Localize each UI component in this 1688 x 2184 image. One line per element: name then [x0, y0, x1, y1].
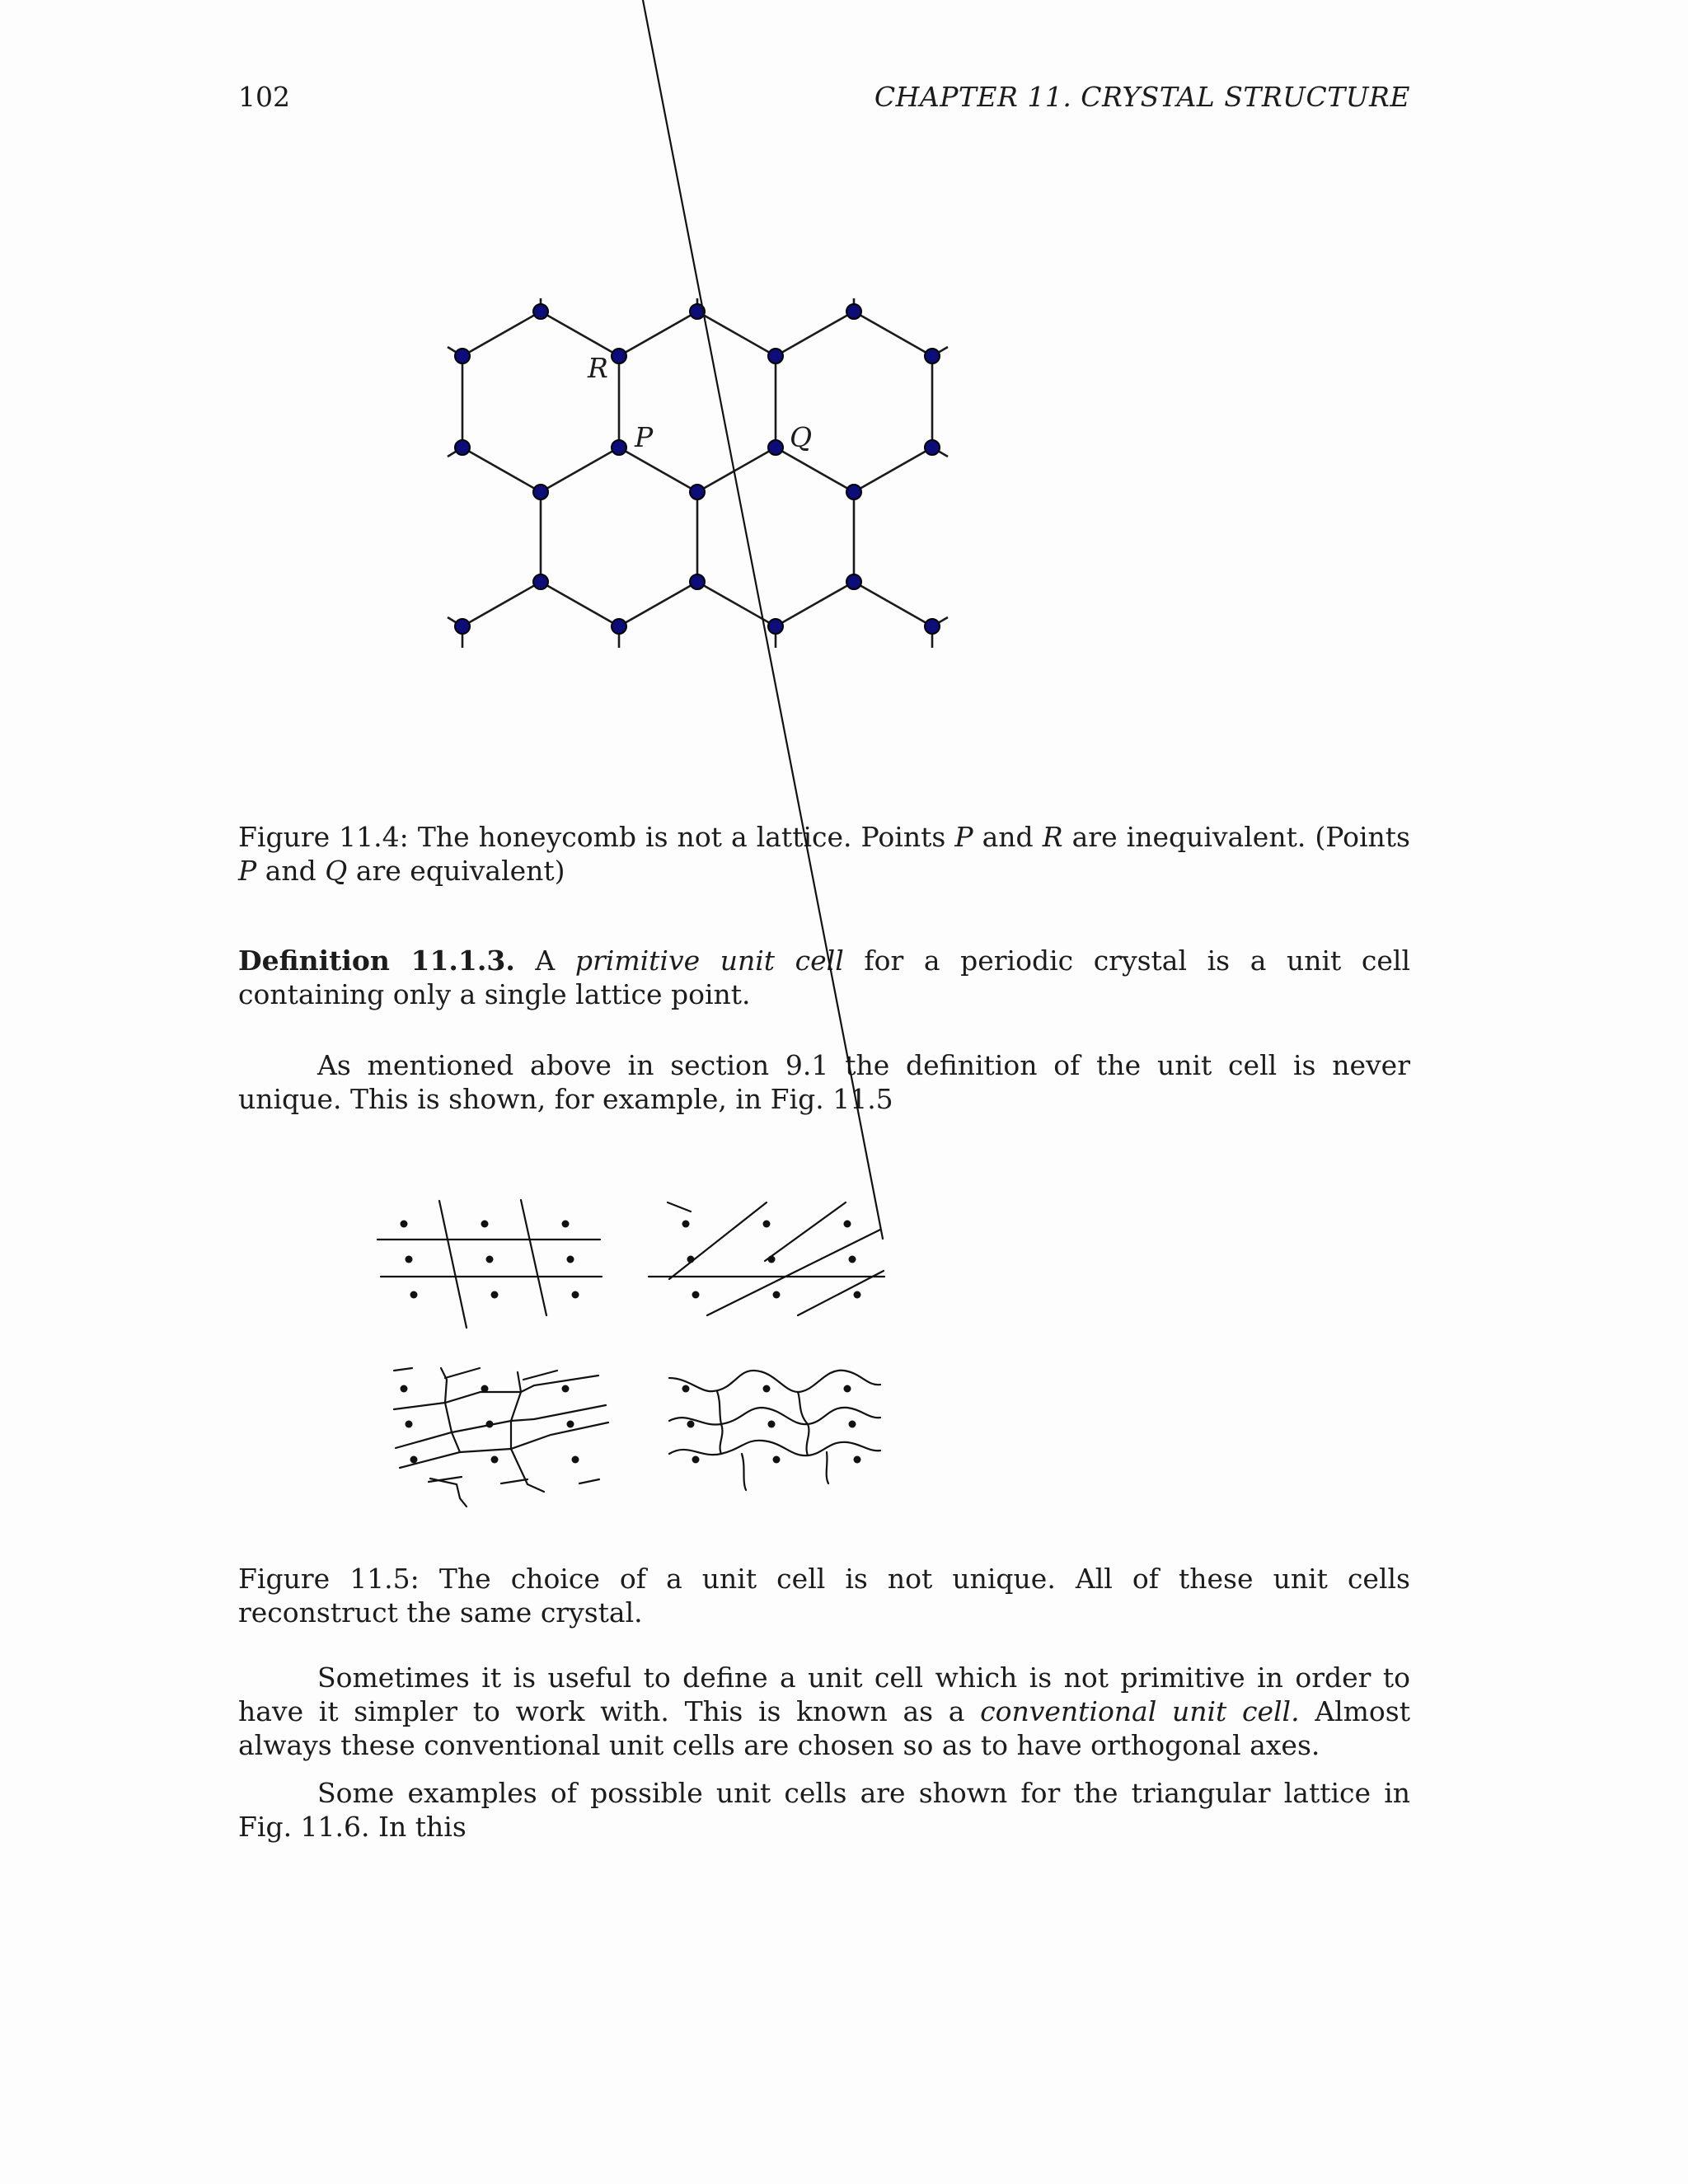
lattice-point: [692, 1456, 700, 1464]
definition-11-1-3: Definition 11.1.3. A primitive unit cell for a periodic crystal is a unit cell containing only a single lattice point.: [238, 944, 1411, 1010]
lattice-point: [768, 1256, 776, 1263]
lattice-point: [844, 1385, 851, 1393]
lattice-point: [562, 1221, 570, 1228]
lattice-point: [481, 1385, 489, 1393]
lattice-point: [687, 1256, 695, 1263]
lattice-point: [682, 1385, 690, 1393]
lattice-point: [410, 1456, 418, 1464]
lattice-point: [849, 1421, 856, 1428]
lattice-point: [406, 1256, 413, 1263]
unit-cells-panel-1: [377, 1200, 602, 1328]
lattice-point: [406, 1421, 413, 1428]
lattice-point: [763, 1385, 771, 1393]
lattice-point: [401, 1385, 408, 1393]
unit-cells-panel-3: [394, 1368, 608, 1507]
lattice-point: [773, 1291, 781, 1299]
lattice-point: [768, 1421, 776, 1428]
figure-11-4-caption: Figure 11.4: The honeycomb is not a lattice. Points P and R are inequivalent. (Points P and Q are equivalent): [238, 821, 1410, 887]
lattice-point: [849, 1256, 856, 1263]
paragraph-conventional-unit-cell: Sometimes it is useful to define a unit cell which is not primitive in order to have it simpler to work with. This is known as a conventional unit cell. Almost always these conventional unit cells are chosen so as to have orthogonal axes.: [238, 1661, 1410, 1761]
lattice-point: [491, 1456, 499, 1464]
lattice-point: [687, 1421, 695, 1428]
lattice-point: [410, 1291, 418, 1299]
lattice-point: [854, 1291, 861, 1299]
lattice-point: [763, 1221, 771, 1228]
lattice-point: [572, 1291, 579, 1299]
lattice-point: [567, 1256, 574, 1263]
paragraph-unit-cell-not-unique: As mentioned above in section 9.1 the definition of the unit cell is never unique. This is shown, for example, in Fig. 11.5: [238, 1049, 1410, 1115]
unit-cell-lattice-points: [401, 1221, 861, 1464]
figure-11-5-caption: Figure 11.5: The choice of a unit cell is not unique. All of these unit cells reconstruct the same crystal.: [238, 1563, 1410, 1629]
lattice-point: [572, 1456, 579, 1464]
lattice-point: [401, 1221, 408, 1228]
lattice-point: [773, 1456, 781, 1464]
lattice-point: [486, 1256, 494, 1263]
lattice-point: [562, 1385, 570, 1393]
lattice-point: [481, 1221, 489, 1228]
lattice-point: [854, 1456, 861, 1464]
label-Q: Q: [790, 421, 813, 453]
lattice-point: [491, 1291, 499, 1299]
paragraph-triangular-lattice: Some examples of possible unit cells are shown for the triangular lattice in Fig. 11.6. In this: [238, 1777, 1410, 1843]
label-R: R: [588, 352, 608, 384]
lattice-point: [486, 1421, 494, 1428]
unit-cells-panel-2: [643, 0, 884, 1315]
lattice-point: [692, 1291, 700, 1299]
lattice-point: [844, 1221, 851, 1228]
lattice-point: [682, 1221, 690, 1228]
page-number: 102: [238, 81, 290, 113]
lattice-point: [567, 1421, 574, 1428]
label-P: P: [635, 421, 654, 453]
chapter-title: CHAPTER 11. CRYSTAL STRUCTURE: [874, 81, 1410, 113]
